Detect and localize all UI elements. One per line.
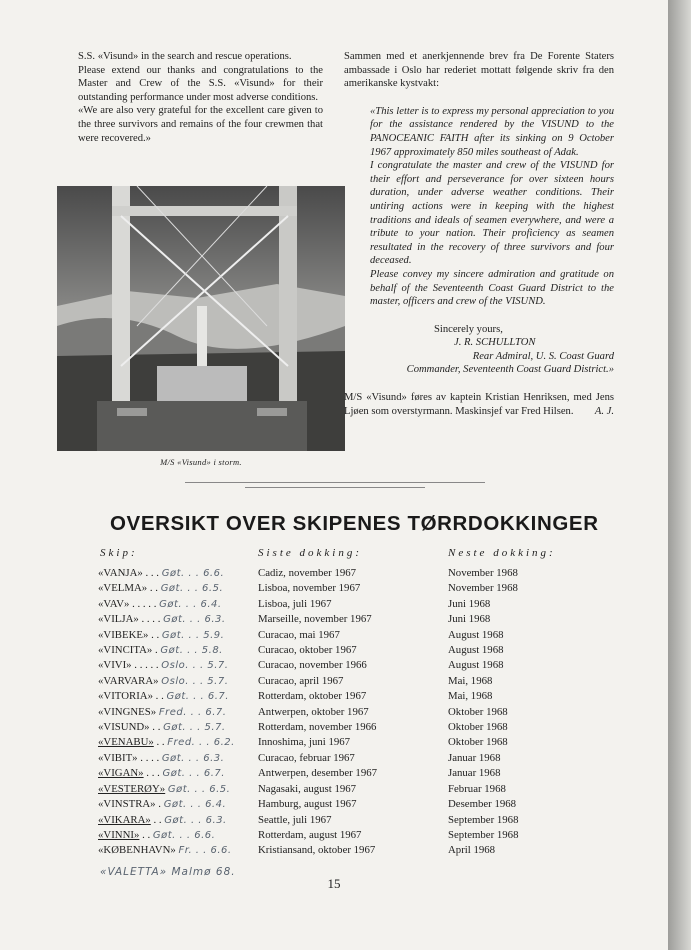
leader-dots: . . . . [137,751,162,764]
drydocking-table [98,566,578,859]
left-paragraph: «We are also very grateful for the excellent care given to the three survivors and remains of the four crewmen that were recovered.» [78,105,323,144]
signature-name: J. R. SCHULLTON [454,337,536,349]
ship-name: «VINGNES» [98,705,157,718]
ship-photo-illustration [57,186,345,451]
next-docking-cell: September 1968 [448,813,519,826]
ship-cell [98,566,258,581]
handwritten-addition: «VALETTA» Malmø 68. [100,866,236,878]
ship-cell [98,720,258,735]
next-docking-cell: September 1968 [448,828,519,841]
table-row [98,689,578,704]
column-header-next-docking: Neste dokking: [448,547,556,559]
leader-dots: . . . [142,567,162,579]
column-header-last-docking: Siste dokking: [258,547,363,559]
table-row [98,643,578,658]
letter-paragraph: «This letter is to express my personal appreciation to you for the assistance rendered by the VISUND to the PANOCEANIC FAITH after its sinking on 9 October 1967 approximately 850 miles southeast of Adak. [370,105,614,158]
handwritten-note: Gøt. . . 6.5. [167,783,231,795]
leader-dots: . . . . . [131,659,162,672]
table-row [98,797,578,812]
last-docking-cell: Curacao, april 1967 [258,674,344,687]
table-row [98,628,578,643]
closing-initials: A. J. [594,405,614,417]
table-row [98,581,578,596]
ship-cell [98,797,258,812]
handwritten-note: Gøt. . . 6.3. [163,614,226,626]
last-docking-cell: Antwerpen, desember 1967 [258,767,378,780]
ship-name: «VENABU» [98,736,154,749]
next-docking-cell: Juni 1968 [448,613,491,626]
last-docking-cell: Nagasaki, august 1967 [258,782,357,795]
ship-cell [98,674,258,689]
leader-dots: . . . . . [129,597,160,610]
coast-guard-letter [344,105,614,309]
leader-dots: . . [148,628,162,641]
next-docking-cell: August 1968 [448,644,504,657]
next-docking-cell: Februar 1968 [448,782,506,795]
handwritten-note: Gøt. . . 5.7. [163,722,226,734]
next-docking-cell: Desember 1968 [448,798,517,811]
handwritten-note: Fred. . . 6.2. [167,737,235,749]
handwritten-note: Gøt. . . 6.3. [164,814,227,826]
handwritten-note: Gøt. . . 6.7. [162,768,225,780]
ship-name: «VILJA» [98,613,139,626]
leader-dots: . . [152,690,167,703]
last-docking-cell: Rotterdam, november 1966 [258,721,377,734]
ship-name: «VAV» [98,597,130,610]
next-docking-cell: Oktober 1968 [448,736,508,749]
left-column-text [78,50,323,145]
ship-name: «VIBEKE» [98,628,149,641]
ship-name: «KØBENHAVN» [98,844,176,857]
page-binding-edge [668,0,691,950]
last-docking-cell: Marseille, november 1967 [258,613,372,626]
right-column-text [344,50,614,418]
handwritten-note: Gøt. . . 6.6. [161,568,225,579]
handwritten-note: Oslo. . . 5.7. [161,675,229,687]
handwritten-note: Gøt. . . 6.7. [166,691,229,703]
handwritten-note: Gøt. . . 6.4. [163,799,227,811]
ship-name: «VIGAN» [98,767,144,780]
column-header-ship: Skip: [100,547,138,559]
ship-cell [98,628,258,643]
ship-name: «VIVI» [98,659,132,672]
handwritten-note: Oslo. . . 5.7. [161,660,229,672]
ship-cell [98,597,258,612]
leader-dots: . . [153,736,168,749]
ship-name: «VIKARA» [98,813,151,826]
table-row [98,735,578,750]
leader-dots: . . [147,582,161,595]
leader-dots: . . . . [138,613,164,626]
next-docking-cell: Juni 1968 [448,597,491,610]
next-docking-cell: Januar 1968 [448,751,501,764]
ship-cell [98,643,258,658]
leader-dots: . . [149,721,164,734]
ship-name: «VINCITA» [98,644,153,657]
ship-cell [98,689,258,704]
divider-rule [185,482,485,483]
table-row [98,612,578,627]
signature-role: Commander, Seventeenth Coast Guard District.» [406,364,614,376]
last-docking-cell: Lisboa, juli 1967 [258,597,332,610]
ship-cell [98,751,258,766]
intro-paragraph: Sammen med et anerkjennende brev fra De Forente Staters ambassade i Oslo har rederiet mottatt følgende skriv fra den amerikanske kystvakt: [344,51,614,90]
handwritten-note: Fred. . . 6.7. [158,706,227,718]
handwritten-note: Gøt. . . 6.3. [161,752,225,764]
signature-rank: Rear Admiral, U. S. Coast Guard [472,350,614,362]
left-paragraph: S.S. «Visund» in the search and rescue operations. [78,51,292,62]
ship-name: «VIBIT» [98,751,138,764]
ship-cell [98,766,258,781]
next-docking-cell: April 1968 [448,844,496,857]
ship-cell [98,705,258,720]
ship-cell [98,843,258,858]
last-docking-cell: Lisboa, november 1967 [258,582,361,595]
table-row [98,597,578,612]
handwritten-note: Gøt. . . 5.9. [161,629,225,641]
last-docking-cell: Antwerpen, oktober 1967 [258,705,369,718]
handwritten-note: Gøt. . . 6.4. [159,598,222,610]
last-docking-cell: Cadiz, november 1967 [258,567,357,579]
table-row [98,782,578,797]
next-docking-cell: August 1968 [448,659,504,672]
divider-rule [245,487,425,488]
next-docking-cell: Oktober 1968 [448,721,508,734]
table-row [98,674,578,689]
closing-note [344,391,614,418]
leader-dots: . [155,798,164,811]
letter-signature [344,323,614,377]
last-docking-cell: Kristiansand, oktober 1967 [258,844,376,857]
closing-note-text: M/S «Visund» føres av kaptein Kristian Henriksen, med Jens Ljøen som overstyrmann. Maskinsjef var Fred Hilsen. [344,392,614,417]
table-row [98,766,578,781]
table-row [98,720,578,735]
signature-closing: Sincerely yours, [434,323,503,335]
table-row [98,751,578,766]
handwritten-note: Fr. . . 6.6. [178,845,232,857]
next-docking-cell: Januar 1968 [448,767,501,780]
table-row [98,566,578,581]
last-docking-cell: Rotterdam, august 1967 [258,828,362,841]
leader-dots: . . [139,828,153,841]
ship-name: «VARVARA» [98,674,159,687]
next-docking-cell: Mai, 1968 [448,690,493,703]
leader-dots: . . . [143,767,163,780]
ship-cell [98,828,258,843]
table-row [98,843,578,858]
handwritten-note: Gøt. . . 6.5. [160,583,224,595]
leader-dots: . . [150,813,165,826]
ship-in-storm-photo [57,186,345,451]
last-docking-cell: Hamburg, august 1967 [258,798,357,811]
left-paragraph: Please extend our thanks and congratulations to the Master and Crew of the S.S. «Visund» for their outstanding performance under most adverse conditions. [78,64,323,103]
leader-dots: . [152,644,161,657]
next-docking-cell: Oktober 1968 [448,705,508,718]
ship-cell [98,581,258,596]
ship-name: «VELMA» [98,582,148,595]
ship-name: «VISUND» [98,721,150,734]
table-row [98,658,578,673]
last-docking-cell: Innoshima, juni 1967 [258,736,351,749]
page-number: 15 [327,876,341,891]
last-docking-cell: Curacao, februar 1967 [258,751,355,764]
next-docking-cell: August 1968 [448,628,504,641]
table-row [98,828,578,843]
table-row [98,705,578,720]
ship-cell [98,813,258,828]
handwritten-note: Gøt. . . 5.8. [160,645,223,657]
ship-name: «VANJA» [98,567,143,579]
ship-name: «VITORIA» [98,690,153,703]
ship-cell [98,658,258,673]
photo-caption: M/S «Visund» i storm. [160,457,242,467]
last-docking-cell: Curacao, oktober 1967 [258,644,357,657]
ship-cell [98,612,258,627]
last-docking-cell: Rotterdam, oktober 1967 [258,690,367,703]
handwritten-note: Gøt. . . 6.6. [152,829,216,841]
next-docking-cell: November 1968 [448,567,518,579]
ship-cell [98,735,258,750]
next-docking-cell: November 1968 [448,582,518,595]
table-row [98,813,578,828]
ship-name: «VINSTRA» [98,798,156,811]
last-docking-cell: Curacao, november 1966 [258,659,367,672]
letter-paragraph: I congratulate the master and crew of the VISUND for their effort and perseverance for over sixteen hours duration, under adverse weather conditions. Their untiring actions were in keeping with the highest traditions and ideals of seamen everywhere, and were a tribute to your nation. Their proficiency as seamen resultated in the recovery of three survivors and four deceased. [370,160,614,267]
letter-paragraph: Please convey my sincere admiration and gratitude on behalf of the Seventeenth Coast Guard District to the master, officers and crew of the VISUND. [370,268,614,308]
last-docking-cell: Curacao, mai 1967 [258,628,340,641]
ship-name: «VINNI» [98,828,140,841]
section-title: OVERSIKT OVER SKIPENES TØRRDOKKINGER [110,512,599,535]
last-docking-cell: Seattle, juli 1967 [258,813,332,826]
ship-name: «VESTERØY» [98,782,166,795]
next-docking-cell: Mai, 1968 [448,674,493,687]
ship-cell [98,782,258,797]
